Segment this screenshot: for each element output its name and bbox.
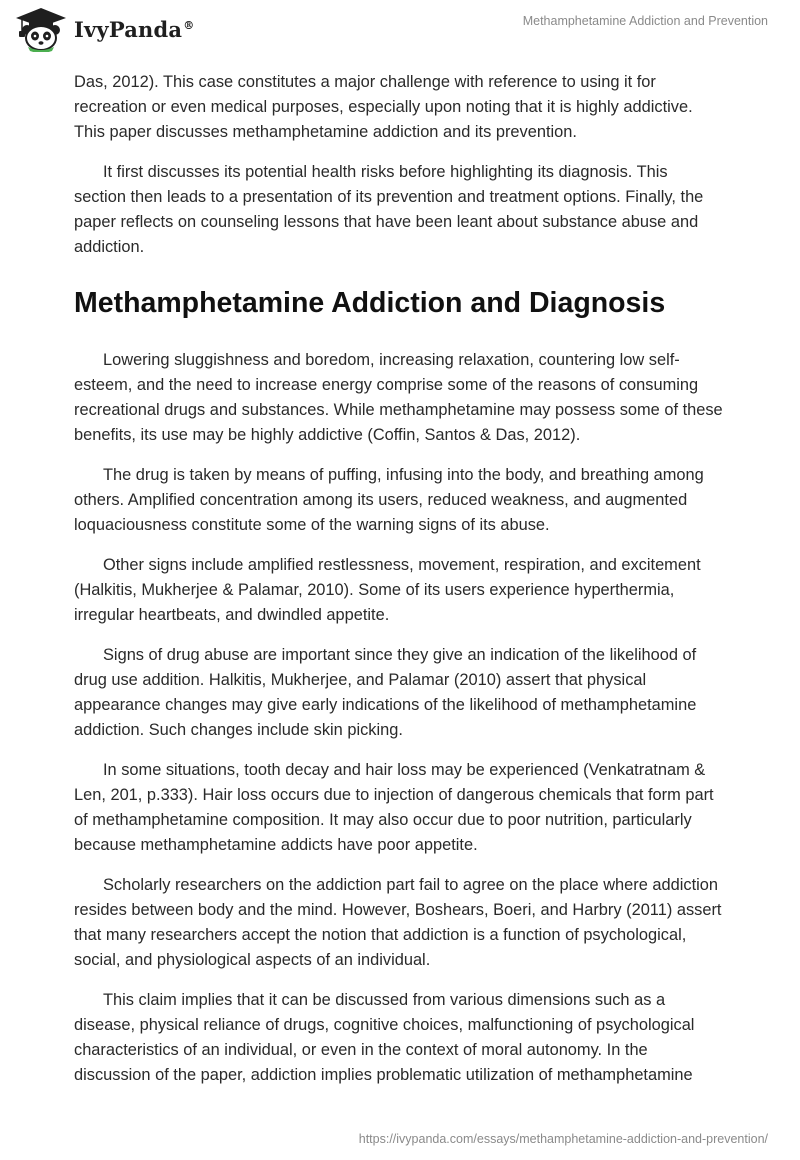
paragraph: Das, 2012). This case constitutes a major challenge with reference to using it for recreation or even medical purposes, especially upon noting that it is highly addictive. This paper discusses methamphetamine addiction and its prevention.: [74, 73, 693, 141]
paragraph: This claim implies that it can be discussed from various dimensions such as a disease, physical reliance of drugs, cognitive choices, malfunctioning of psychological characteristics of an individual, or even in the context of moral autonomy. In the discussion of the paper, addiction implies problematic utilization of methamphetamine: [74, 991, 695, 1084]
paragraph: Other signs include amplified restlessness, movement, respiration, and excitement (Halkitis, Mukherjee & Palamar, 2010). Some of its users experience hyperthermia, irregular heartbeats, and dwindled appetite.: [74, 556, 701, 624]
brand-name: [74, 17, 194, 42]
page-header: [0, 0, 800, 60]
panda-graduate-icon: [14, 6, 68, 52]
paragraph: Scholarly researchers on the addiction part fail to agree on the place where addiction resides between body and the mind. However, Boshears, Boeri, and Harbry (2011) assert that many researchers accept the notion that addiction is a function of psychological, social, and physiological aspects of an individual.: [74, 876, 722, 969]
document-title: Methamphetamine Addiction and Prevention: [522, 14, 768, 28]
paragraph: The drug is taken by means of puffing, infusing into the body, and breathing among others. Amplified concentration among its users, reduced weakness, and augmented loquaciousness constitute some of the warning signs of its abuse.: [74, 466, 704, 534]
registered-mark: ®: [183, 18, 195, 32]
paragraph: Lowering sluggishness and boredom, increasing relaxation, countering low self-esteem, and the need to increase energy comprise some of the reasons of consuming recreational drugs and substances. While methamphetamine may possess some of these benefits, its use may be highly addictive (Coffin, Santos & Das, 2012).: [74, 351, 723, 444]
logo[interactable]: [14, 6, 194, 52]
paragraph: It first discusses its potential health risks before highlighting its diagnosis. This section then leads to a presentation of its prevention and treatment options. Finally, the paper reflects on counseling lessons that have been leant about substance abuse and addiction.: [74, 163, 704, 256]
section-heading: Methamphetamine Addiction and Diagnosis: [74, 287, 666, 319]
paragraph: In some situations, tooth decay and hair loss may be experienced (Venkatratnam & Len, 201, p.333). Hair loss occurs due to injection of dangerous chemicals that form part of methamphetamine composition. It may also occur due to poor nutrition, particularly because methamphetamine addicts have poor appetite.: [74, 761, 714, 854]
paragraph: Signs of drug abuse are important since they give an indication of the likelihood of drug use addition. Halkitis, Mukherjee, and Palamar (2010) assert that physical appearance changes may give early indications of the likelihood of methamphetamine addiction. Such changes include skin picking.: [74, 646, 697, 739]
essay-body: [74, 70, 724, 1103]
brand-text: IvyPanda: [74, 16, 183, 42]
source-url[interactable]: https://ivypanda.com/essays/methamphetamine-addiction-and-prevention/: [358, 1132, 768, 1146]
